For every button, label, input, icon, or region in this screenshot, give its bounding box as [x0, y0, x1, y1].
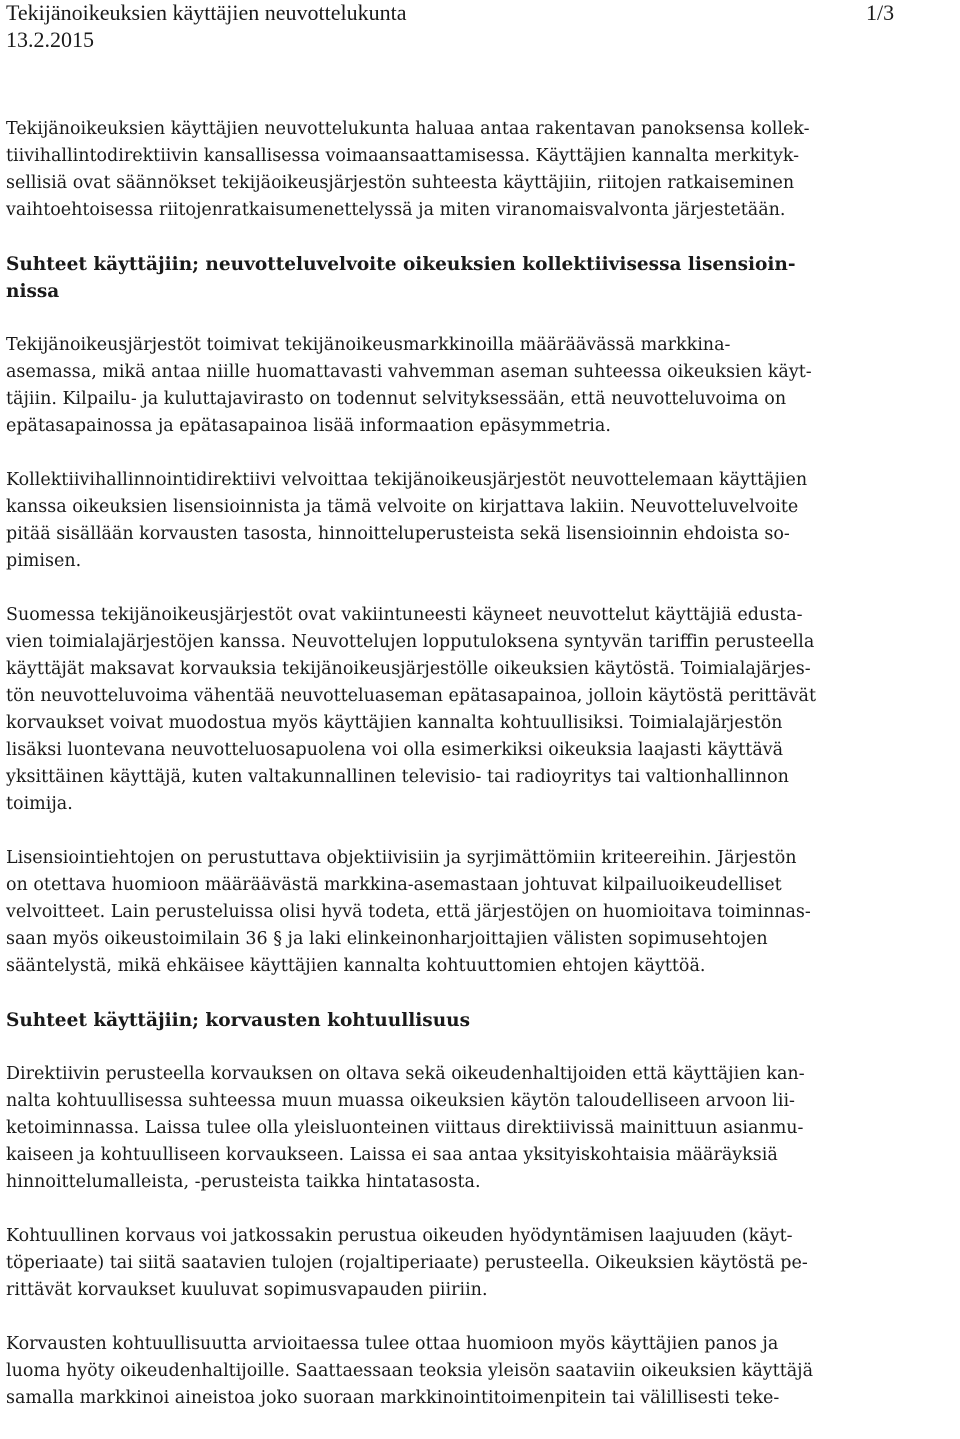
- paragraph-line: kanssa oikeuksien lisensioinnista ja tämä velvoite on kirjattava lakiin. Neuvotteluvelvoite: [6, 497, 799, 517]
- paragraph: [6, 845, 956, 980]
- heading-line: nissa: [6, 281, 60, 302]
- paragraph-line: Suomessa tekijänoikeusjärjestöt ovat vakiintuneesti käyneet neuvottelut käyttäjiä edusta-: [6, 605, 803, 625]
- paragraph-line: velvoitteet. Lain perusteluissa olisi hyvä todeta, että järjestöjen on huomioitava toiminnas-: [6, 902, 811, 922]
- document-page: [6, 0, 956, 1408]
- document-title: Tekijänoikeuksien käyttäjien neuvottelukunta: [6, 0, 407, 25]
- paragraph-line: Kollektiivihallinnointidirektiivi velvoittaa tekijänoikeusjärjestöt neuvottelemaan käyttäjien: [6, 470, 808, 490]
- paragraph-line: tön neuvotteluvoima vähentää neuvotteluaseman epätasapainoa, jolloin käytöstä perittävät: [6, 686, 817, 706]
- paragraph-line: pitää sisällään korvausten tasosta, hinnoitteluperusteista sekä lisensioinnin ehdoista so-: [6, 524, 790, 544]
- paragraph: [6, 467, 956, 575]
- paragraph-line: tiivihallintodirektiivin kansallisessa voimaansaattamisessa. Käyttäjien kannalta merkityk-: [6, 146, 800, 166]
- paragraph-line: lisäksi luontevana neuvotteluosapuolena voi olla esimerkiksi oikeuksia laajasti käyttävä: [6, 740, 784, 760]
- paragraph-line: sellisiä ovat säännökset tekijäoikeusjärjestön suhteesta käyttäjiin, riitojen ratkaiseminen: [6, 173, 795, 193]
- page-header: [6, 0, 956, 56]
- paragraph-line: Tekijänoikeuksien käyttäjien neuvottelukunta haluaa antaa rakentavan panoksensa kollek-: [6, 119, 810, 139]
- paragraph-line: pimisen.: [6, 551, 82, 571]
- paragraph-line: kaiseen ja kohtuulliseen korvaukseen. Laissa ei saa antaa yksityiskohtaisia määräyksiä: [6, 1145, 778, 1165]
- paragraph-line: Direktiivin perusteella korvauksen on oltava sekä oikeudenhaltijoiden että käyttäjien kan-: [6, 1064, 805, 1084]
- section-heading: [6, 1007, 956, 1034]
- paragraph-line: vaihtoehtoisessa riitojenratkaisumenettelyssä ja miten viranomaisvalvonta järjestetään.: [6, 200, 786, 220]
- paragraph-line: samalla markkinoi aineistoa joko suoraan markkinointitoimenpitein tai välillisesti teke-: [6, 1388, 780, 1408]
- paragraph-line: töperiaate) tai siitä saatavien tulojen (rojaltiperiaate) perusteella. Oikeuksien käytöstä pe-: [6, 1253, 808, 1273]
- paragraph-line: Lisensiointiehtojen on perustuttava objektiivisiin ja syrjimättömiin kriteereihin. Järjestön: [6, 848, 797, 868]
- paragraph-line: luoma hyöty oikeudenhaltijoille. Saattaessaan teoksia yleisön saataviin oikeuksien käyttäjä: [6, 1361, 814, 1381]
- paragraph-line: rittävät korvaukset kuuluvat sopimusvapauden piiriin.: [6, 1280, 488, 1300]
- paragraph-line: sääntelystä, mikä ehkäisee käyttäjien kannalta kohtuuttomien ehtojen käyttöä.: [6, 956, 706, 976]
- paragraph-line: epätasapainossa ja epätasapainoa lisää informaation epäsymmetria.: [6, 416, 611, 436]
- section-heading: [6, 251, 956, 305]
- paragraph: [6, 1061, 956, 1196]
- paragraph-line: saan myös oikeustoimilain 36 § ja laki elinkeinonharjoittajien välisten sopimusehtojen: [6, 929, 768, 949]
- paragraph: [6, 1331, 956, 1412]
- paragraph-line: yksittäinen käyttäjä, kuten valtakunnallinen televisio- tai radioyritys tai valtionhallinnon: [6, 767, 789, 787]
- paragraph-line: toimija.: [6, 794, 73, 814]
- heading-line: Suhteet käyttäjiin; korvausten kohtuullisuus: [6, 1010, 471, 1031]
- paragraph-line: hinnoittelumalleista, -perusteista taikka hintatasosta.: [6, 1172, 481, 1192]
- paragraph-line: Kohtuullinen korvaus voi jatkossakin perustua oikeuden hyödyntämisen laajuuden (käyt-: [6, 1226, 793, 1246]
- paragraph-line: Korvausten kohtuullisuutta arvioitaessa tulee ottaa huomioon myös käyttäjien panos ja: [6, 1334, 779, 1354]
- paragraph-line: käyttäjät maksavat korvauksia tekijänoikeusjärjestölle oikeuksien käytöstä. Toimialajärjes-: [6, 659, 811, 679]
- paragraph-line: täjiin. Kilpailu- ja kuluttajavirasto on todennut selvityksessään, että neuvotteluvoima on: [6, 389, 787, 409]
- paragraph: [6, 116, 956, 224]
- paragraph: [6, 332, 956, 440]
- paragraph-line: asemassa, mikä antaa niille huomattavasti vahvemman aseman suhteessa oikeuksien käyt-: [6, 362, 812, 382]
- paragraph-line: vien toimialajärjestöjen kanssa. Neuvottelujen lopputuloksena syntyvän tariffin perusteella: [6, 632, 815, 652]
- paragraph-line: nalta kohtuullisessa suhteessa muun muassa oikeuksien käytön taloudelliseen arvoon lii-: [6, 1091, 795, 1111]
- document-body: [6, 116, 956, 1439]
- page-number: 1/3: [866, 0, 895, 25]
- paragraph-line: on otettava huomioon määräävästä markkina-asemastaan johtuvat kilpailuoikeudelliset: [6, 875, 782, 895]
- document-date: 13.2.2015: [6, 27, 94, 52]
- paragraph-line: korvaukset voivat muodostua myös käyttäjien kannalta kohtuullisiksi. Toimialajärjestön: [6, 713, 783, 733]
- paragraph-line: ketoiminnassa. Laissa tulee olla yleisluonteinen viittaus direktiivissä mainittuun asianmu-: [6, 1118, 804, 1138]
- paragraph: [6, 1223, 956, 1304]
- heading-line: Suhteet käyttäjiin; neuvotteluvelvoite oikeuksien kollektiivisessa lisensioin-: [6, 254, 796, 275]
- paragraph-line: Tekijänoikeusjärjestöt toimivat tekijänoikeusmarkkinoilla määräävässä markkina-: [6, 335, 731, 355]
- paragraph: [6, 602, 956, 818]
